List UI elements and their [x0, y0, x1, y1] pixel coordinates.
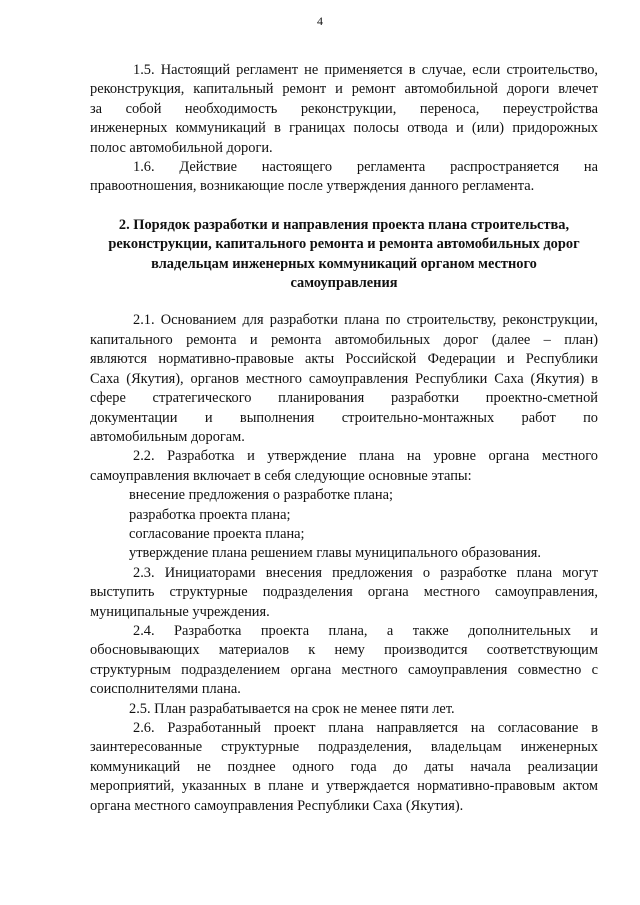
paragraph-2-4	[90, 622, 598, 700]
text-line: Саха (Якутия), органов местного самоуправления Республики Саха (Якутия) в	[90, 370, 598, 387]
text-line: полос автомобильной дороги.	[90, 139, 273, 156]
list-item: внесение предложения о разработке плана;	[129, 487, 394, 504]
text-line: капитального ремонта и ремонта автомобильных дорог (далее – план)	[90, 331, 598, 348]
text-line: 2.2. Разработка и утверждение плана на уровне органа местного	[133, 448, 598, 465]
paragraph-2-1	[90, 311, 598, 447]
text-line: автомобильным дорогам.	[90, 428, 245, 445]
text-line: сфере стратегического планирования разработки проектно-сметной	[90, 390, 598, 407]
paragraph-1-5	[90, 61, 598, 158]
text-line: документации и выполнения строительно-монтажных работ по	[90, 409, 598, 426]
text-line: за собой необходимость реконструкции, переноса, переустройства	[90, 100, 598, 117]
text-line: 1.6. Действие настоящего регламента распространяется на	[133, 159, 598, 176]
paragraph-2-3	[90, 564, 598, 622]
text-line: обосновывающих материалов к нему производится соответствующим	[90, 642, 598, 659]
paragraph-1-6	[90, 158, 598, 197]
text-line: муниципальные учреждения.	[90, 603, 270, 620]
text-line: 2.1. Основанием для разработки плана по строительству, реконструкции,	[133, 312, 598, 329]
text-line: мероприятий, указанных в плане и утверждается нормативно-правовым актом	[90, 778, 598, 795]
paragraph-2-5: 2.5. План разрабатывается на срок не менее пяти лет.	[129, 700, 455, 717]
text-line: инженерных коммуникаций в границах полосы отвода и (или) придорожных	[90, 120, 598, 137]
text-line: 2.3. Инициаторами внесения предложения о разработке плана могут	[133, 564, 598, 581]
list-item: утверждение плана решением главы муниципального образования.	[129, 545, 541, 562]
page-number: 4	[317, 14, 323, 28]
text-line: структурным подразделением органа местного самоуправления совместно с	[90, 661, 598, 678]
text-line: являются нормативно-правовые акты Российской Федерации и Республики	[90, 351, 598, 368]
text-line: 2.6. Разработанный проект плана направляется на согласование в	[133, 720, 598, 736]
text-line: 1.5. Настоящий регламент не применяется в случае, если строительство,	[133, 62, 598, 78]
text-line: заинтересованные структурные подразделения, владельцам инженерных	[90, 739, 598, 756]
stages-list	[90, 486, 598, 564]
text-line: реконструкция, капитальный ремонт и ремонт автомобильной дороги влечет	[90, 81, 598, 98]
text-line: коммуникаций не позднее одного года до даты начала реализации	[90, 758, 598, 775]
text-line: соисполнителями плана.	[90, 681, 241, 698]
text-line: органа местного самоуправления Республики Саха (Якутия).	[90, 797, 464, 814]
list-item: согласование проекта плана;	[129, 525, 305, 542]
text-line: 2.4. Разработка проекта плана, а также дополнительных и	[133, 622, 598, 639]
text-line: самоуправления включает в себя следующие основные этапы:	[90, 467, 472, 484]
document-body	[90, 61, 598, 816]
list-item: разработка проекта плана;	[129, 506, 291, 523]
text-line: правоотношения, возникающие после утверждения данного регламента.	[90, 178, 535, 195]
paragraph-2-6	[90, 719, 598, 816]
paragraph-2-2	[90, 447, 598, 486]
text-line: выступить структурные подразделения органа местного самоуправления,	[90, 584, 598, 601]
section-2-heading: 2. Порядок разработки и направления проекта плана строительства, реконструкции, капитального ремонта и ремонта автомобильных дорог владельцам инженерных коммуникаций органом местного самоуправления	[108, 216, 580, 292]
